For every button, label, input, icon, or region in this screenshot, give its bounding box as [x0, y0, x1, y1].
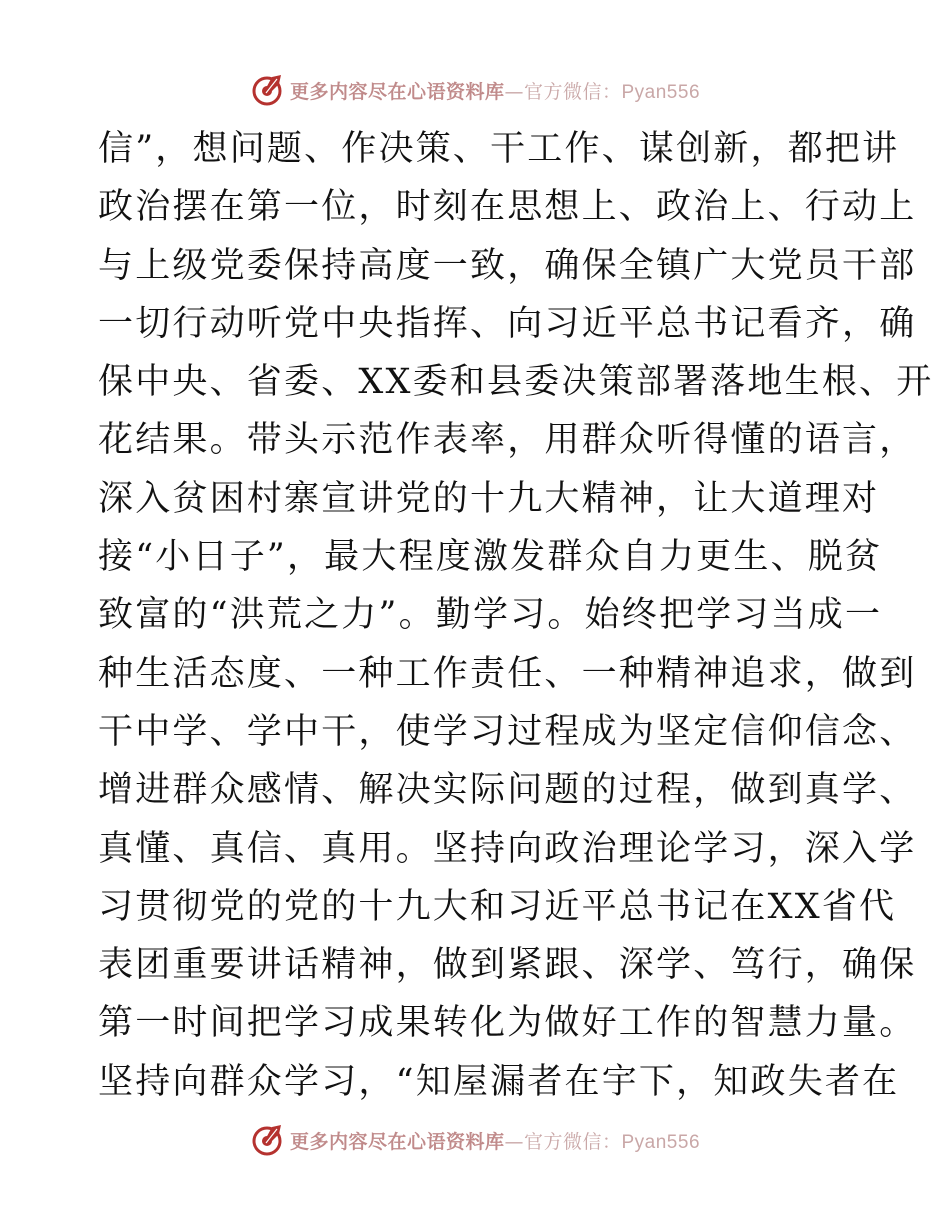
body-line: 政治摆在第一位，时刻在思想上、政治上、行动上 — [98, 187, 917, 228]
body-line: 种生活态度、一种工作责任、一种精神追求，做到 — [98, 653, 917, 694]
watermark-text — [290, 77, 700, 104]
body-line: 干中学、学中干，使学习过程成为坚定信仰信念、 — [98, 711, 917, 752]
body-line: 信”，想问题、作决策、干工作、谋创新，都把讲 — [98, 129, 900, 169]
body-line: 花结果。带头示范作表率，用群众听得懂的语言， — [98, 420, 917, 461]
body-line: 增进群众感情、解决实际问题的过程，做到真学、 — [98, 770, 917, 811]
watermark-brand: 更多内容尽在心语资料库 — [289, 80, 505, 103]
body-line: 致富的“洪荒之力”。勤学习。始终把学习当成一 — [98, 595, 883, 636]
body-line: 与上级党委保持高度一致，确保全镇广大党员干部 — [98, 245, 917, 286]
watermark-separator: — — [504, 1130, 524, 1153]
header-watermark — [0, 70, 950, 110]
document-body — [98, 120, 934, 1111]
body-line: 保中央、省委、XX委和县委决策部署落地生根、开 — [98, 362, 934, 403]
body-line: 第一时间把学习成果转化为做好工作的智慧力量。 — [98, 1003, 917, 1044]
watermark-id: Pyan556 — [621, 1131, 701, 1153]
body-line: 习贯彻党的党的十九大和习近平总书记在XX省代 — [98, 886, 897, 927]
footer-watermark — [0, 1120, 950, 1160]
body-line: 接“小日子”，最大程度激发群众自力更生、脱贫 — [98, 537, 883, 578]
body-line: 深入贫困村寨宣讲党的十九大精神，让大道理对 — [98, 478, 880, 519]
body-line: 一切行动听党中央指挥、向习近平总书记看齐，确 — [98, 303, 917, 344]
pen-logo-icon — [250, 73, 284, 107]
pen-logo-icon — [250, 1123, 284, 1157]
body-line: 坚持向群众学习，“知屋漏者在宇下，知政失者在 — [98, 1061, 900, 1102]
watermark-label: 官方微信： — [523, 80, 622, 103]
watermark-separator: — — [504, 80, 524, 103]
body-line: 真懂、真信、真用。坚持向政治理论学习，深入学 — [98, 828, 917, 869]
watermark-id: Pyan556 — [621, 81, 701, 103]
watermark-label: 官方微信： — [523, 1130, 622, 1153]
watermark-text — [290, 1127, 700, 1154]
watermark-brand: 更多内容尽在心语资料库 — [289, 1130, 505, 1153]
body-line: 表团重要讲话精神，做到紧跟、深学、笃行，确保 — [98, 945, 917, 986]
